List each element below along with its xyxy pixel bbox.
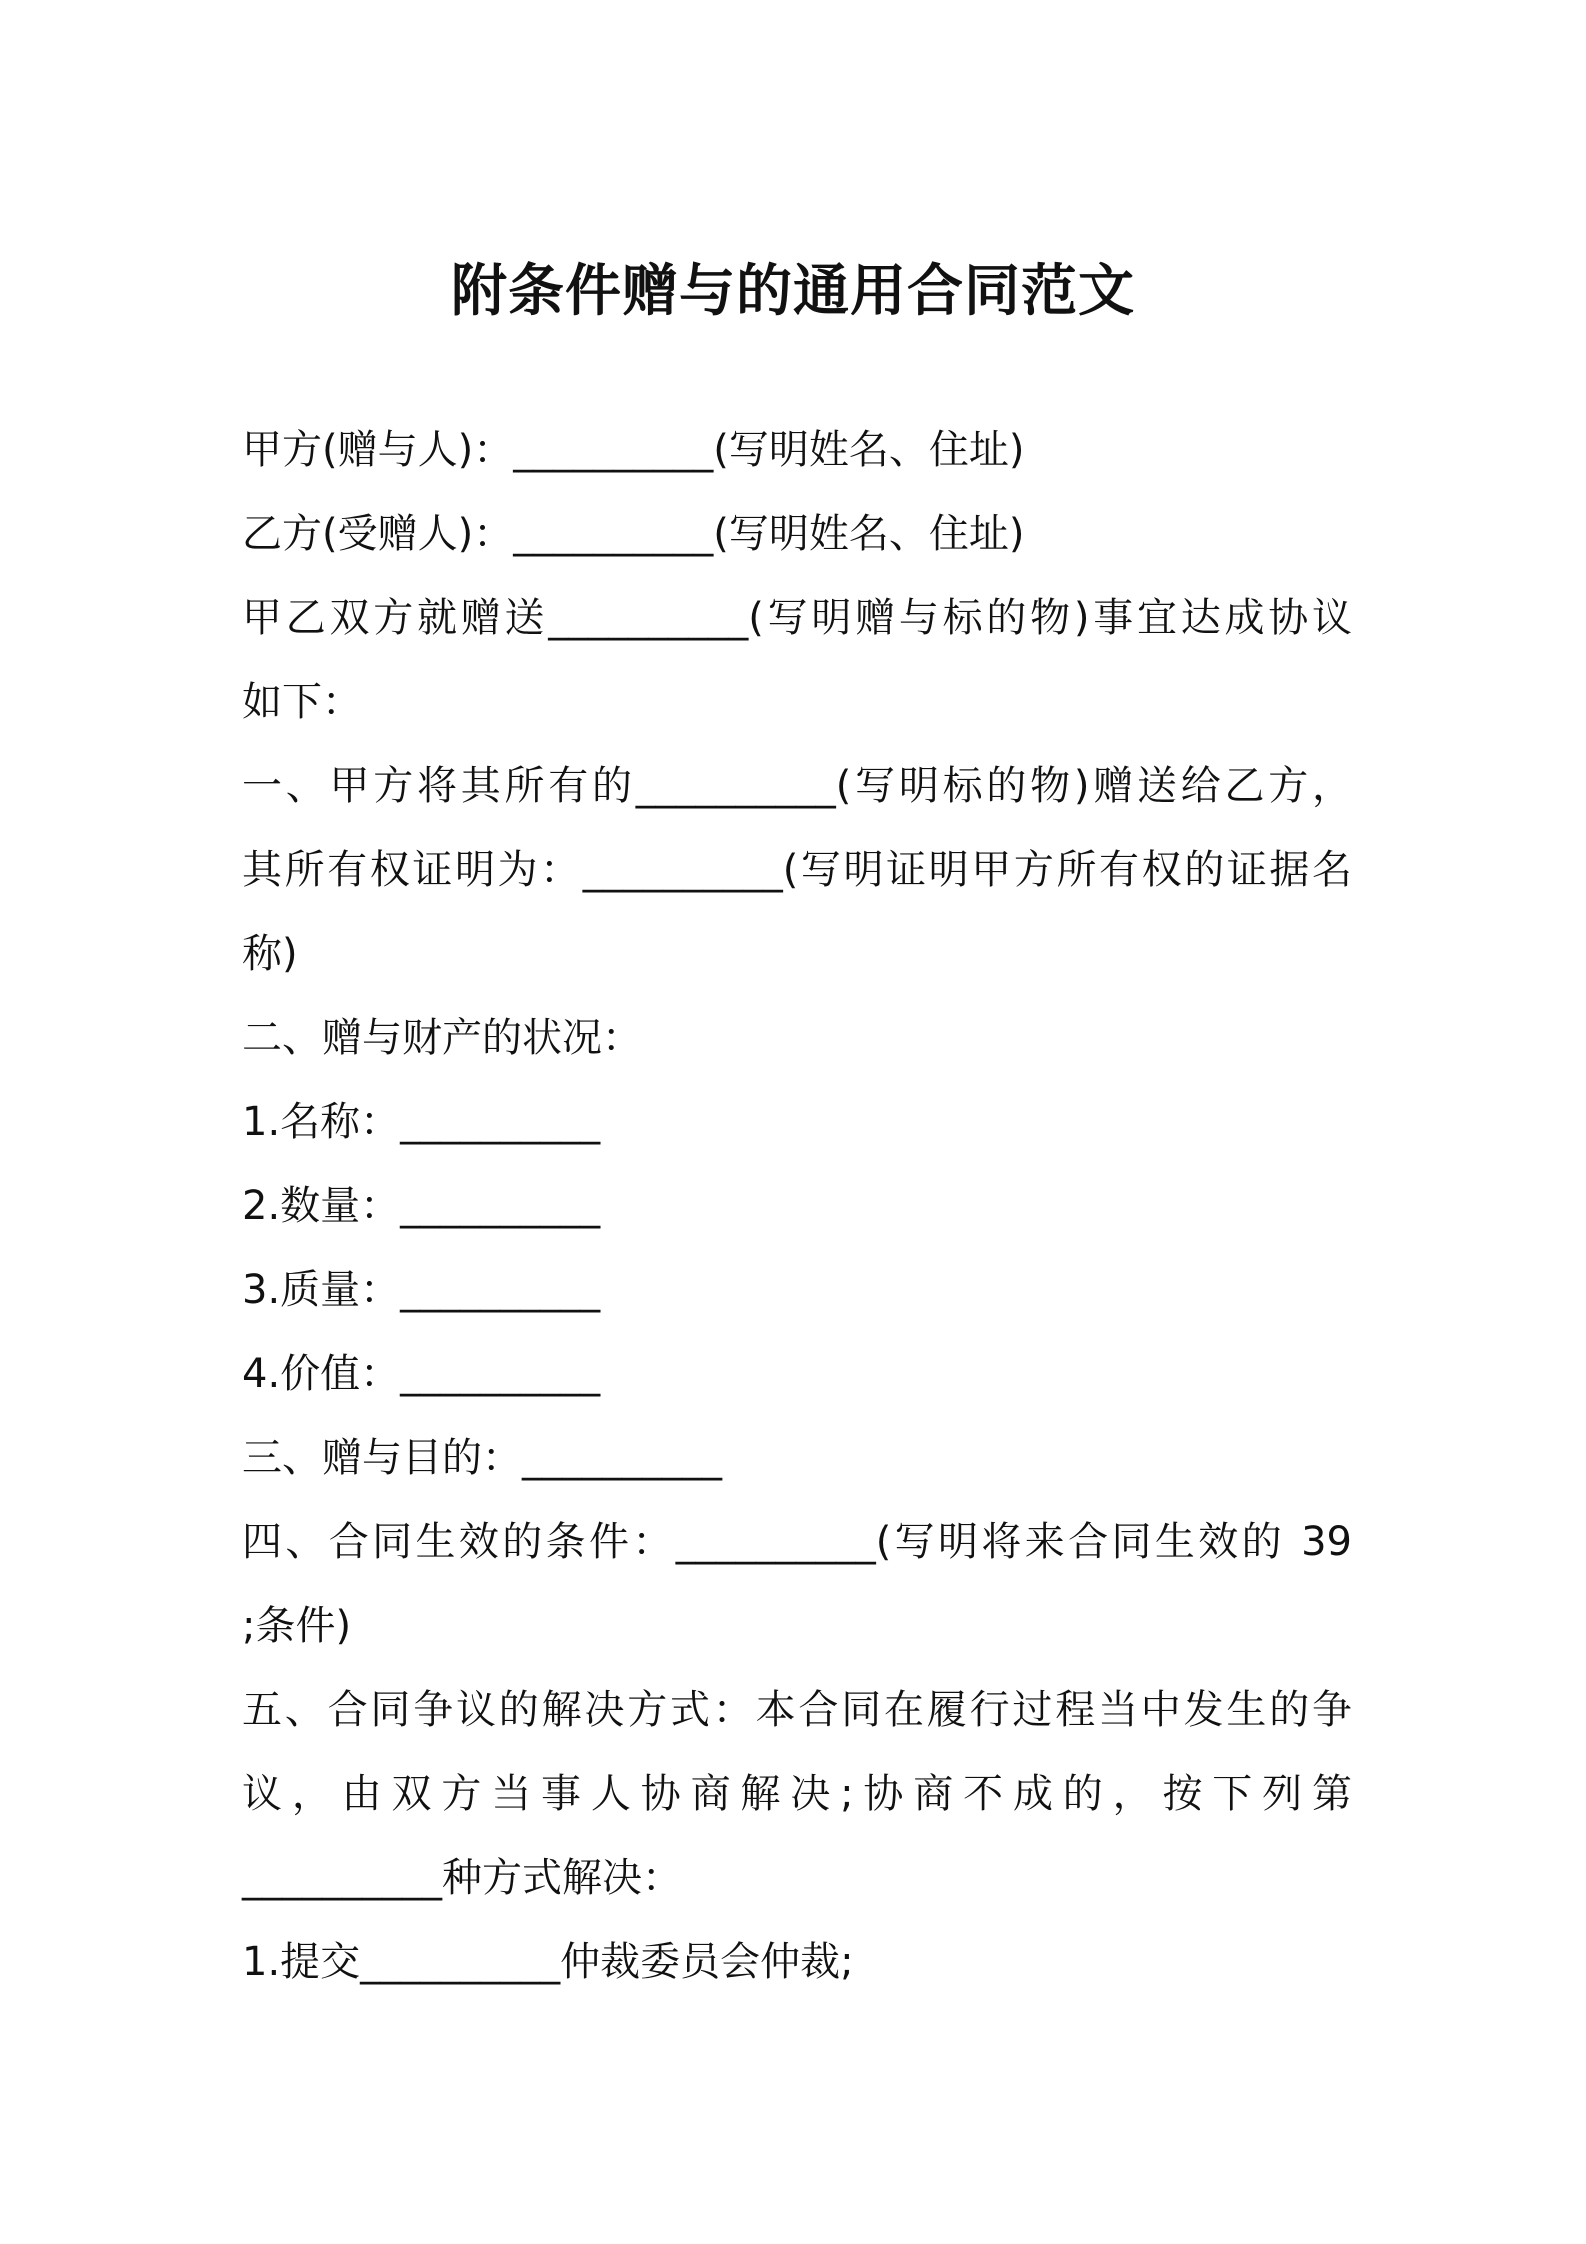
- clause-4-continuation: ;条件): [242, 1603, 352, 1649]
- clause-1-line: 一、甲方将其所有的__________(写明标的物)赠送给乙方，: [242, 763, 1352, 809]
- document-body: [242, 408, 1352, 2004]
- document-title: 附条件赠与的通用合同范文: [451, 259, 1135, 324]
- property-name-line: 1.名称：__________: [242, 1099, 601, 1145]
- agreement-intro-continuation: 如下：: [242, 679, 362, 725]
- clause-4-line: 四、合同生效的条件：__________(写明将来合同生效的 39: [242, 1519, 1352, 1565]
- clause-3-line: 三、赠与目的：__________: [242, 1435, 722, 1481]
- party-a-line: 甲方(赠与人)：__________(写明姓名、住址): [242, 427, 1025, 473]
- arbitration-option-line: 1.提交__________仲裁委员会仲裁;: [242, 1939, 854, 1985]
- property-quantity-line: 2.数量：__________: [242, 1183, 601, 1229]
- property-quality-line: 3.质量：__________: [242, 1267, 601, 1313]
- clause-5-second-line: 议，由双方当事人协商解决;协商不成的，按下列第: [242, 1771, 1352, 1817]
- clause-5-third-line: __________种方式解决：: [242, 1855, 682, 1901]
- clause-1-ownership-line: 其所有权证明为：__________(写明证明甲方所有权的证据名: [242, 847, 1352, 893]
- clause-2-heading: 二、赠与财产的状况：: [242, 1015, 642, 1061]
- clause-1-continuation: 称): [242, 931, 298, 977]
- property-value-line: 4.价值：__________: [242, 1351, 601, 1397]
- party-b-line: 乙方(受赠人)：__________(写明姓名、住址): [242, 511, 1025, 557]
- clause-5-line: 五、合同争议的解决方式：本合同在履行过程当中发生的争: [242, 1687, 1352, 1733]
- agreement-intro-line: 甲乙双方就赠送__________(写明赠与标的物)事宜达成协议: [242, 595, 1352, 641]
